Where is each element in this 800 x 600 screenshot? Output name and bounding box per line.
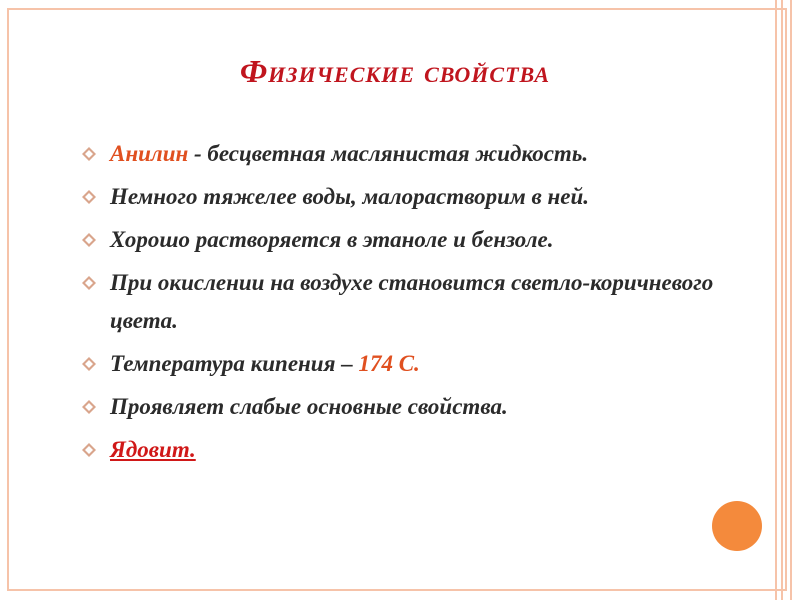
bullet-text: Температура кипения – [110, 351, 359, 376]
bullet-text: Немного тяжелее воды, малорастворим в ней. [110, 184, 590, 209]
decorative-line [781, 0, 783, 600]
bullet-text: - бесцветная маслянистая жидкость. [188, 141, 589, 166]
list-item [80, 345, 770, 383]
bullet-lead: Анилин [110, 141, 189, 166]
list-item [80, 388, 770, 426]
decorative-circle [712, 501, 762, 551]
poison-warning: Ядовит. [110, 437, 196, 462]
diamond-bullet-icon [82, 400, 96, 414]
decorative-line [790, 0, 792, 600]
list-item [80, 431, 770, 469]
diamond-bullet-icon [82, 190, 96, 204]
bullet-text: При окислении на воздухе становится светло-коричневого цвета. [110, 270, 714, 333]
diamond-bullet-icon [82, 443, 96, 457]
diamond-bullet-icon [82, 276, 96, 290]
list-item [80, 264, 770, 340]
bullet-text: Хорошо растворяется в этаноле и бензоле. [110, 227, 554, 252]
bullet-text: Проявляет слабые основные свойства. [110, 394, 508, 419]
boiling-point-value: 174 С. [358, 351, 420, 376]
diamond-bullet-icon [82, 233, 96, 247]
diamond-bullet-icon [82, 147, 96, 161]
list-item [80, 221, 770, 259]
diamond-bullet-icon [82, 357, 96, 371]
list-item [80, 135, 770, 173]
decorative-line [775, 0, 777, 600]
bullet-list [80, 135, 770, 474]
list-item [80, 178, 770, 216]
slide-title: Физические свойства [239, 53, 551, 89]
